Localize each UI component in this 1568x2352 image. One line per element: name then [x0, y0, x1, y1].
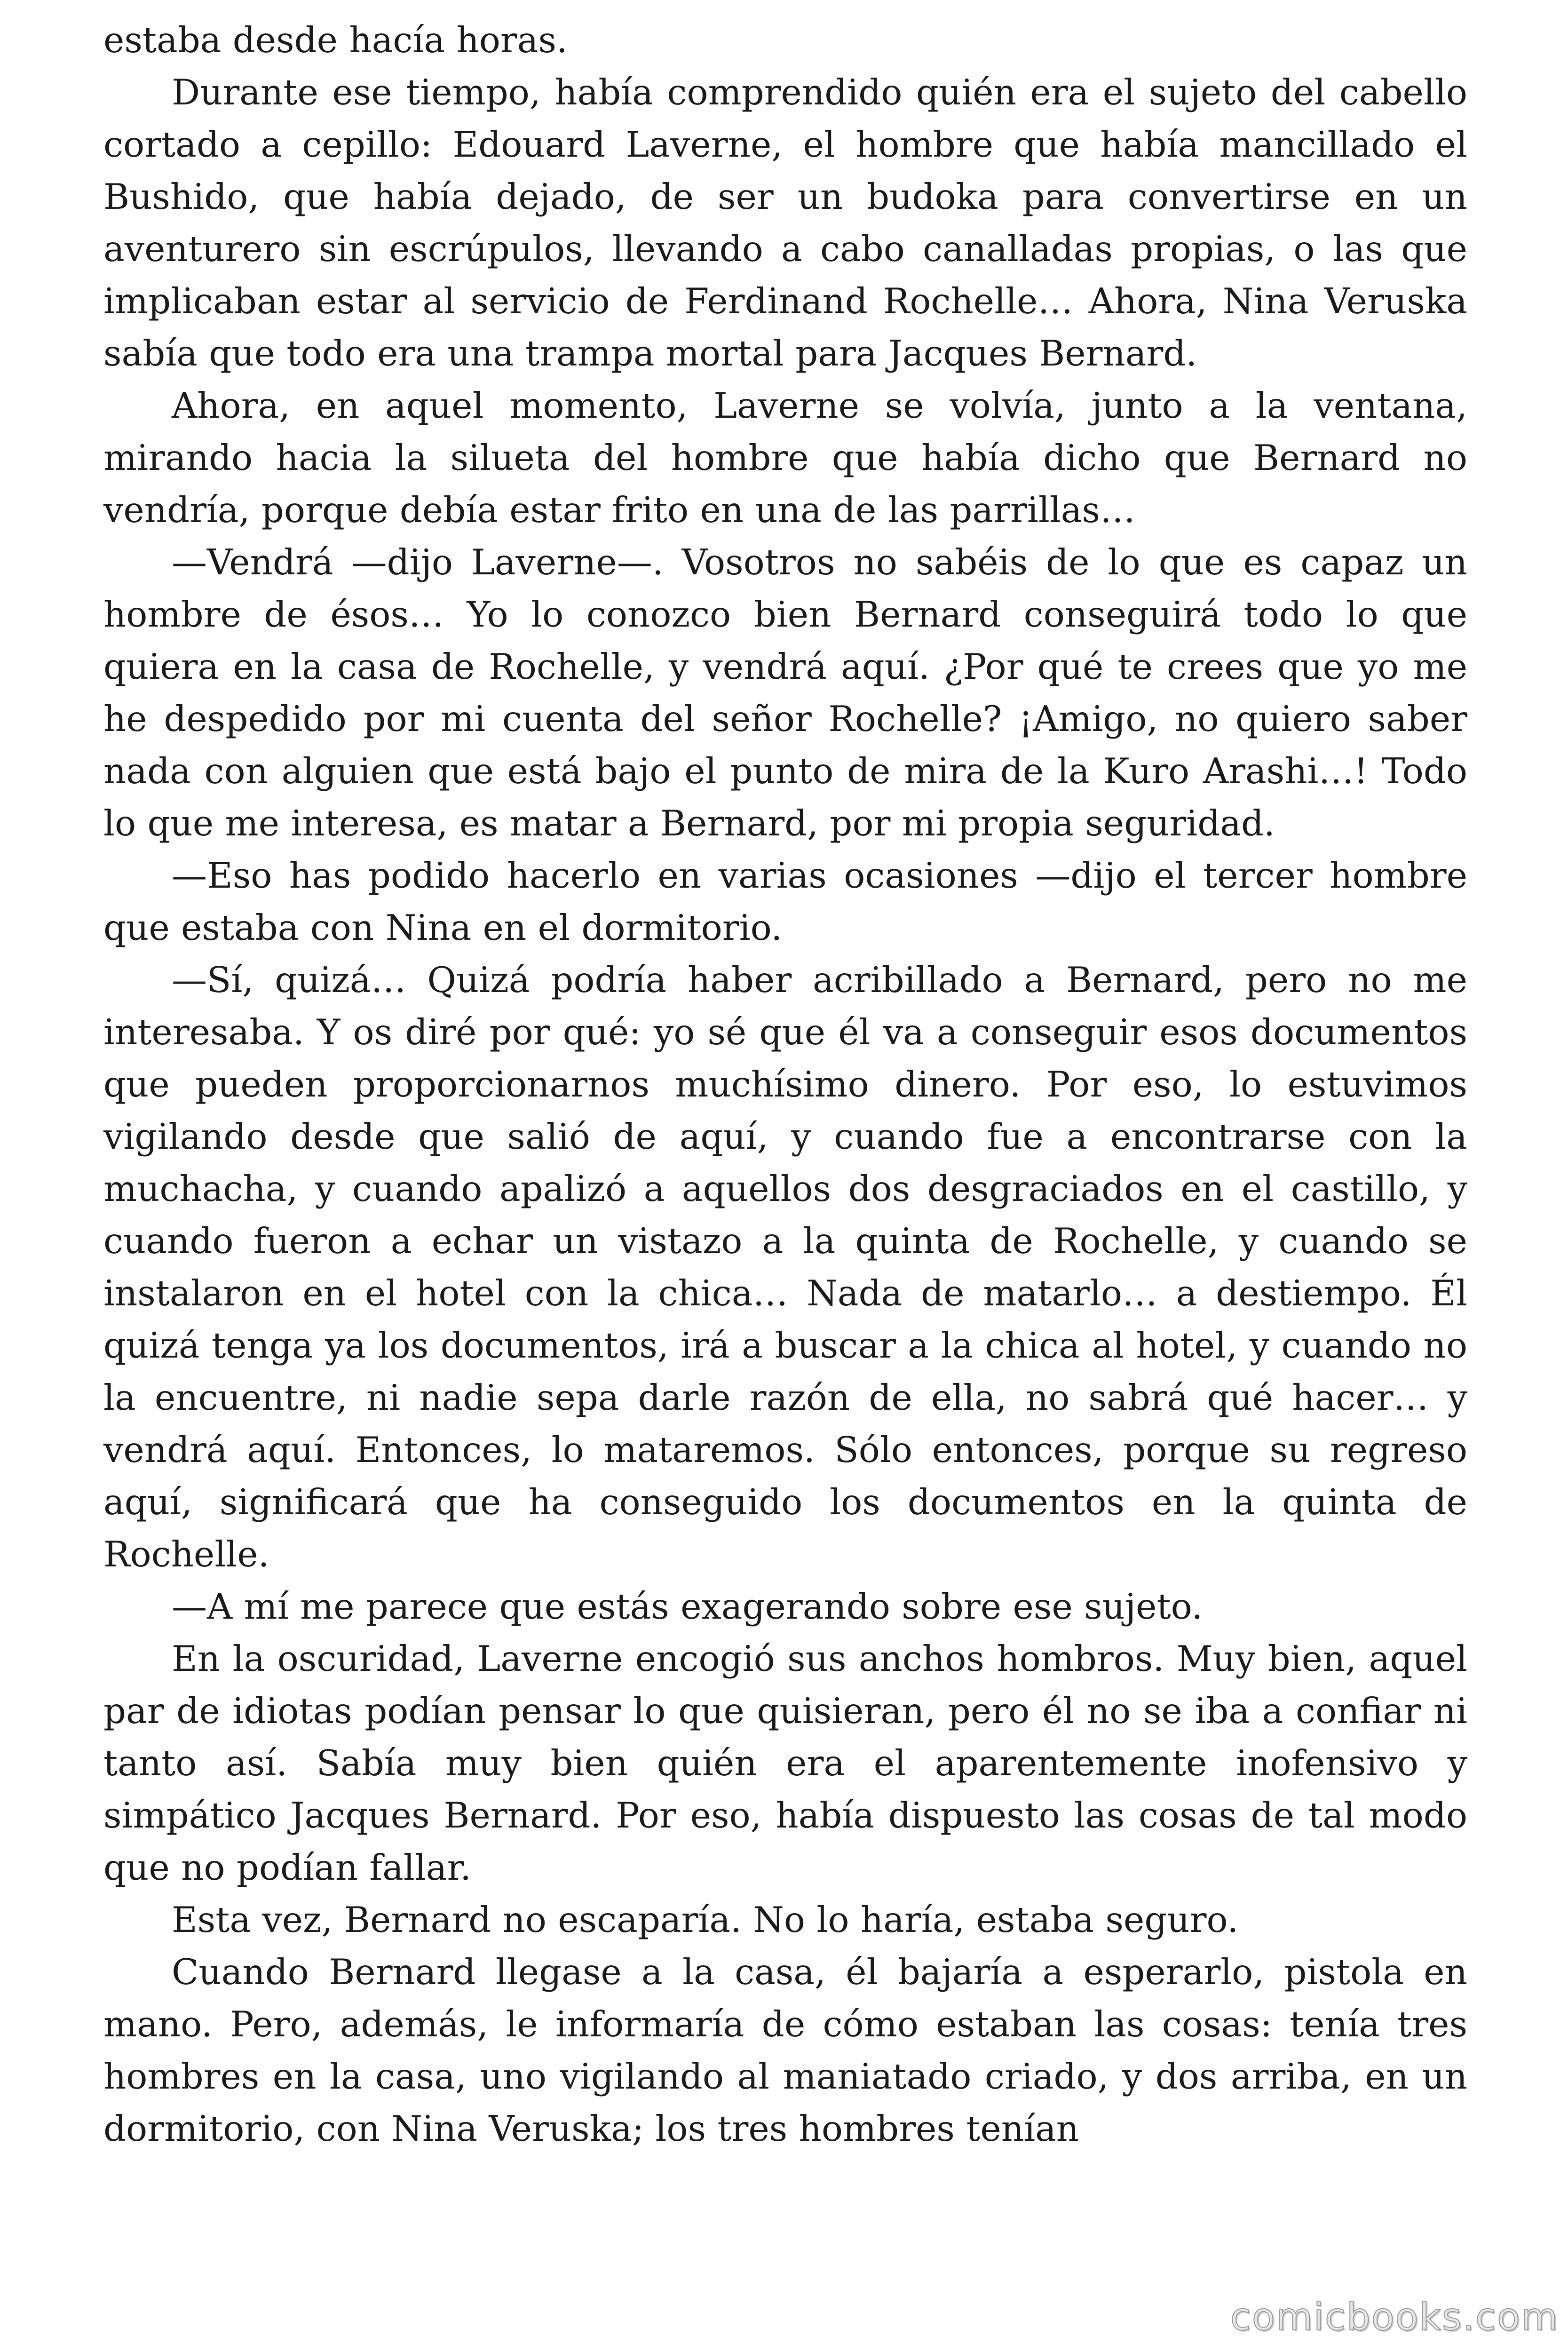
paragraph-7: —A mí me parece que estás exagerando sobre ese sujeto.: [172, 1586, 1203, 1627]
book-page: [103, 14, 1467, 2347]
paragraph-10: Cuando Bernard llegase a la casa, él bajaría a esperarlo, pistola en mano. Pero, además, le informaría de cómo estaban las cosas: tenía tres hombres en la casa, uno vigilando al maniatado criado, y dos arriba, en un dormitorio, con Nina Veruska; los tres hombres tenían: [103, 1951, 1467, 2149]
paragraph-8: En la oscuridad, Laverne encogió sus anchos hombros. Muy bien, aquel par de idiotas podían pensar lo que quisieran, pero él no se iba a confiar ni tanto así. Sabía muy bien quién era el aparentemente inofensivo y simpático Jacques Bernard. Por eso, había dispuesto las cosas de tal modo que no podían fallar.: [103, 1638, 1467, 1888]
paragraph-2: Durante ese tiempo, había comprendido quién era el sujeto del cabello cortado a cepillo: Edouard Laverne, el hombre que había mancillado el Bushido, que había dejado, de ser un budoka para convertirse en un aventurero sin escrúpulos, llevando a cabo canalladas propias, o las que implicaban estar al servicio de Ferdinand Rochelle… Ahora, Nina Veruska sabía que todo era una trampa mortal para Jacques Bernard.: [103, 72, 1467, 374]
paragraph-5: —Eso has podido hacerlo en varias ocasiones —dijo el tercer hombre que estaba con Nina en el dormitorio.: [103, 855, 1467, 948]
paragraph-4: —Vendrá —dijo Laverne—. Vosotros no sabéis de lo que es capaz un hombre de ésos… Yo lo conozco bien Bernard conseguirá todo lo que quiera en la casa de Rochelle, y vendrá aquí. ¿Por qué te crees que yo me he despedido por mi cuenta del señor Rochelle? ¡Amigo, no quiero saber nada con alguien que está bajo el punto de mira de la Kuro Arashi…! Todo lo que me interesa, es matar a Bernard, por mi propia seguridad.: [103, 541, 1467, 844]
paragraph-3: Ahora, en aquel momento, Laverne se volvía, junto a la ventana, mirando hacia la silueta del hombre que había dicho que Bernard no vendría, porque debía estar frito en una de las parrillas…: [103, 385, 1467, 531]
paragraph-9: Esta vez, Bernard no escaparía. No lo haría, estaba seguro.: [172, 1899, 1239, 1940]
paragraph-1: estaba desde hacía horas.: [103, 19, 568, 61]
paragraph-6: —Sí, quizá… Quizá podría haber acribillado a Bernard, pero no me interesaba. Y os diré por qué: yo sé que él va a conseguir esos documentos que pueden proporcionarnos muchísimo dinero. Por eso, lo estuvimos vigilando desde que salió de aquí, y cuando fue a encontrarse con la muchacha, y cuando apalizó a aquellos dos desgraciados en el castillo, y cuando fueron a echar un vistazo a la quinta de Rochelle, y cuando se instalaron en el hotel con la chica… Nada de matarlo… a destiempo. Él quizá tenga ya los documentos, irá a buscar a la chica al hotel, y cuando no la encuentre, ni nadie sepa darle razón de ella, no sabrá qué hacer… y vendrá aquí. Entonces, lo mataremos. Sólo entonces, porque su regreso aquí, significará que ha conseguido los documentos en la quinta de Rochelle.: [103, 959, 1467, 1575]
watermark: comicbooks.com: [1230, 2295, 1559, 2339]
